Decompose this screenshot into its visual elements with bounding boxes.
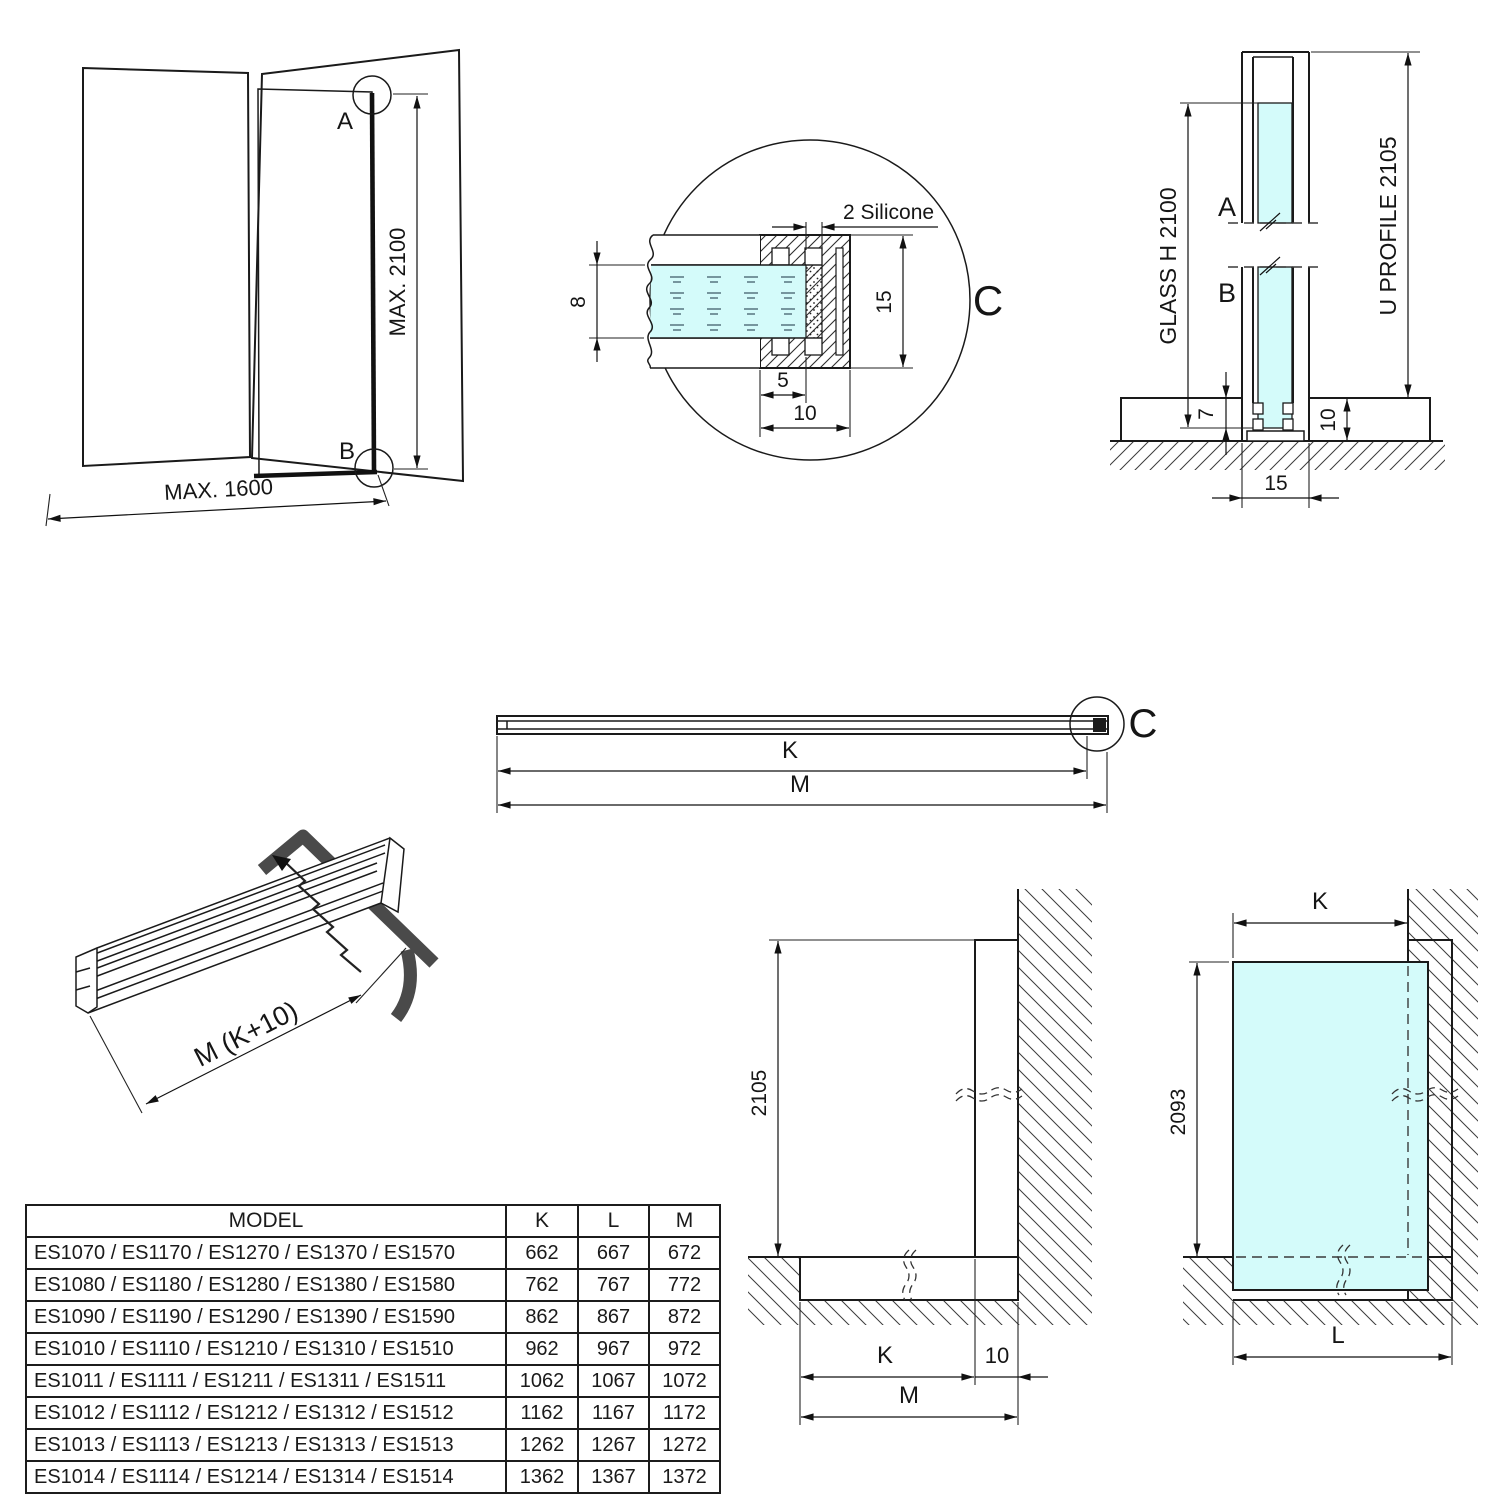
wall-hatch (1018, 889, 1092, 1325)
profile-3d-view (76, 836, 434, 1113)
profile-height-dim-label: 15 (873, 290, 896, 314)
glass-elevation-view (1167, 888, 1478, 1365)
k-cell: 762 (506, 1269, 578, 1301)
k-cell: 1262 (506, 1429, 578, 1461)
m-cell: 1272 (649, 1429, 720, 1461)
m-cell: 672 (649, 1237, 720, 1269)
table-header-row (26, 1205, 720, 1237)
m-cell: 972 (649, 1333, 720, 1365)
table-row (26, 1301, 720, 1333)
glass-inset-dim-label: 5 (777, 369, 789, 392)
table-row (26, 1429, 720, 1461)
table-row (26, 1237, 720, 1269)
l-cell: 1067 (578, 1365, 649, 1397)
frame-k-label: K (876, 1342, 894, 1369)
k-cell: 962 (506, 1333, 578, 1365)
base-height-dim-label: 10 (1317, 408, 1340, 432)
l-cell: 667 (578, 1237, 649, 1269)
m-cell: 872 (649, 1301, 720, 1333)
k-cell: 862 (506, 1301, 578, 1333)
detail-c-view (567, 140, 1003, 460)
glass-edge-profile (372, 93, 374, 471)
profile-width-dim-label: 10 (793, 402, 817, 425)
point-b-label: B (338, 438, 356, 465)
model-cell: ES1080 / ES1180 / ES1280 / ES1380 / ES1580 (26, 1269, 506, 1301)
header-m: M (649, 1205, 720, 1237)
l-cell: 1267 (578, 1429, 649, 1461)
header-model: MODEL (26, 1205, 506, 1237)
vertical-section-view (1110, 52, 1445, 508)
table-row (26, 1397, 720, 1429)
glass-panel (1233, 962, 1428, 1290)
m-cell: 1072 (649, 1365, 720, 1397)
detail-c-letter: C (972, 277, 1004, 324)
point-a-label: A (336, 108, 354, 135)
glass-thickness-dim-label: 8 (567, 296, 590, 308)
section-a-label: A (1217, 192, 1237, 222)
table-row (26, 1365, 720, 1397)
section-b-label: B (1217, 278, 1237, 308)
floor-hatch (1110, 441, 1445, 470)
model-cell: ES1011 / ES1111 / ES1211 / ES1311 / ES1511 (26, 1365, 506, 1397)
max-width-dim-label: MAX. 1600 (163, 473, 274, 506)
k-cell: 1362 (506, 1461, 578, 1493)
silicone-dim-label: 2 Silicone (843, 201, 935, 224)
model-table (25, 1204, 721, 1494)
profile-width-section-label: 15 (1264, 472, 1288, 495)
glass-height-dim-label: 2093 (1167, 1088, 1190, 1136)
profile-plan-view (497, 697, 1157, 813)
profile-end-face (76, 948, 97, 1013)
glass-symbol-marks (655, 268, 803, 335)
base-left (1121, 398, 1242, 441)
l-cell: 1167 (578, 1397, 649, 1429)
model-cell: ES1013 / ES1113 / ES1213 / ES1313 / ES1513 (26, 1429, 506, 1461)
l-cell: 867 (578, 1301, 649, 1333)
model-cell: ES1070 / ES1170 / ES1270 / ES1370 / ES1570 (26, 1237, 506, 1269)
frame-m-label: M (899, 1382, 919, 1409)
iso-length-dim-label: M (K+10) (189, 995, 303, 1073)
left-wall (83, 68, 250, 466)
table-row (26, 1333, 720, 1365)
l-cell: 967 (578, 1333, 649, 1365)
uprofile-height-dim-label: U PROFILE 2105 (1375, 136, 1401, 316)
header-k: K (506, 1205, 578, 1237)
m-cell: 1372 (649, 1461, 720, 1493)
m-cell: 772 (649, 1269, 720, 1301)
model-cell: ES1012 / ES1112 / ES1212 / ES1312 / ES1512 (26, 1397, 506, 1429)
wall-profile (975, 940, 1018, 1257)
k-cell: 662 (506, 1237, 578, 1269)
frame-elevation-view (748, 889, 1092, 1425)
glass-upper (1258, 103, 1292, 223)
table-row (26, 1461, 720, 1493)
frame-height-dim-label: 2105 (748, 1069, 771, 1117)
plan-k-label: K (781, 737, 799, 764)
model-cell: ES1090 / ES1190 / ES1290 / ES1390 / ES1590 (26, 1301, 506, 1333)
header-l: L (578, 1205, 649, 1237)
glass-bottom-profile (254, 472, 377, 476)
corner-perspective-view (46, 50, 463, 526)
plan-m-label: M (790, 771, 810, 798)
right-wall (252, 50, 463, 481)
frame-10-label: 10 (984, 1343, 1010, 1368)
m-cell: 1172 (649, 1397, 720, 1429)
glass-l-label: L (1331, 1322, 1345, 1349)
end-cap (1093, 718, 1106, 732)
l-cell: 1367 (578, 1461, 649, 1493)
profile-bar (497, 716, 1108, 734)
glass-panel (258, 89, 374, 476)
glass-k-label: K (1311, 888, 1329, 915)
k-cell: 1162 (506, 1397, 578, 1429)
table-row (26, 1269, 720, 1301)
silicone-gasket (806, 265, 822, 338)
model-cell: ES1014 / ES1114 / ES1214 / ES1314 / ES1514 (26, 1461, 506, 1493)
glass-height-dim-label: GLASS H 2100 (1155, 187, 1181, 345)
plan-c-letter: C (1128, 702, 1158, 746)
floor-hatch (748, 1257, 1018, 1325)
base-gap-dim-label: 7 (1195, 408, 1218, 420)
corner-cap-leg (396, 950, 410, 1018)
model-cell: ES1010 / ES1110 / ES1210 / ES1310 / ES1510 (26, 1333, 506, 1365)
k-cell: 1062 (506, 1365, 578, 1397)
max-height-dim-label: MAX. 2100 (385, 227, 410, 337)
l-cell: 767 (578, 1269, 649, 1301)
